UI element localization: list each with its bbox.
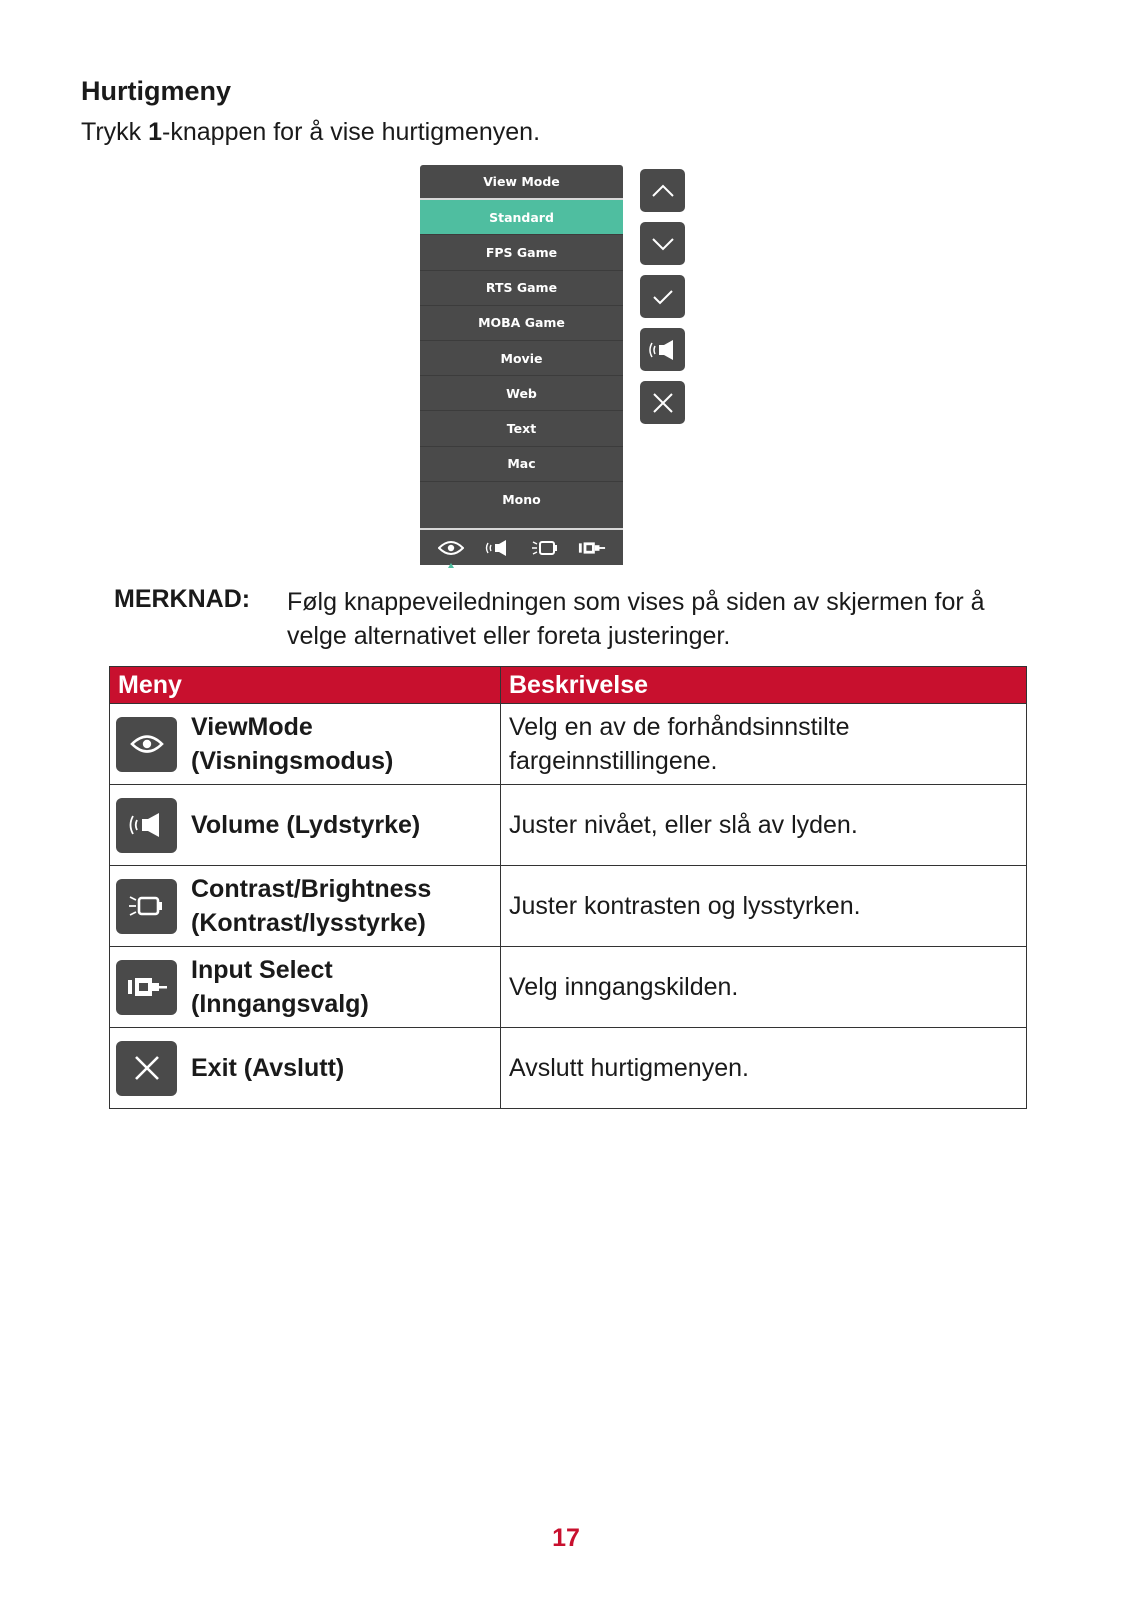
description-cell: Juster nivået, eller slå av lyden.: [501, 785, 1027, 866]
menu-name: ViewMode (Visningsmodus): [191, 713, 394, 775]
menu-cell: [110, 704, 501, 785]
description-cell: Velg en av de forhåndsinnstilte fargeinnstillingene.: [501, 704, 1027, 785]
eye-icon: [116, 717, 177, 772]
intro-key: 1: [148, 118, 163, 146]
menu-cell: [110, 1028, 501, 1109]
menu-cell: [110, 866, 501, 947]
chevron-down-icon: [640, 222, 685, 265]
note-text: Følg knappeveiledningen som vises på siden av skjermen for å velge alternativet eller foreta justeringer.: [287, 588, 985, 650]
chevron-up-icon: [640, 169, 685, 212]
header-menu: Meny: [110, 667, 501, 704]
description-cell: Avslutt hurtigmenyen.: [501, 1028, 1027, 1109]
osd-item: Standard: [420, 200, 623, 235]
close-icon: [116, 1041, 177, 1096]
close-icon: [640, 381, 685, 424]
osd-side-buttons: [640, 169, 685, 434]
speaker-icon: [484, 537, 512, 559]
menu-name: Input Select (Inngangsvalg): [191, 956, 369, 1018]
description-cell: Juster kontrasten og lysstyrken.: [501, 866, 1027, 947]
page-number: 17: [552, 1524, 580, 1552]
projector-icon: [116, 879, 177, 934]
note-label: MERKNAD:: [114, 585, 251, 613]
osd-item: FPS Game: [420, 235, 623, 270]
menu-name: Exit (Avslutt): [191, 1054, 345, 1082]
osd-item: MOBA Game: [420, 306, 623, 341]
table-row: [110, 866, 1027, 947]
intro-text: [81, 118, 540, 147]
speaker-icon: [640, 328, 685, 371]
menu-cell: [110, 947, 501, 1028]
quick-menu-osd: [420, 165, 623, 565]
eye-icon: [437, 537, 465, 559]
input-plug-icon: [578, 537, 606, 559]
table-row: [110, 1028, 1027, 1109]
osd-item: RTS Game: [420, 271, 623, 306]
projector-icon: [531, 537, 559, 559]
menu-table: [109, 666, 1027, 1109]
page-heading: Hurtigmeny: [81, 76, 232, 106]
check-icon: [640, 275, 685, 318]
header-description: Beskrivelse: [501, 667, 1027, 704]
osd-footer: [420, 528, 623, 565]
speaker-icon: [116, 798, 177, 853]
table-row: [110, 704, 1027, 785]
menu-name: Volume (Lydstyrke): [191, 811, 421, 839]
osd-item: Mono: [502, 491, 541, 507]
osd-item: Mac: [420, 447, 623, 482]
intro-before: Trykk: [81, 118, 149, 146]
menu-cell: [110, 785, 501, 866]
osd-item: Movie: [420, 341, 623, 376]
table-row: [110, 947, 1027, 1028]
input-plug-icon: [116, 960, 177, 1015]
menu-name: Contrast/Brightness (Kontrast/lysstyrke): [191, 875, 432, 937]
table-header-row: [110, 667, 1027, 704]
table-row: [110, 785, 1027, 866]
osd-item: Text: [420, 411, 623, 446]
intro-after: -knappen for å vise hurtigmenyen.: [162, 118, 541, 146]
osd-title: View Mode: [420, 165, 623, 200]
osd-item: Web: [420, 376, 623, 411]
description-cell: Velg inngangskilden.: [501, 947, 1027, 1028]
